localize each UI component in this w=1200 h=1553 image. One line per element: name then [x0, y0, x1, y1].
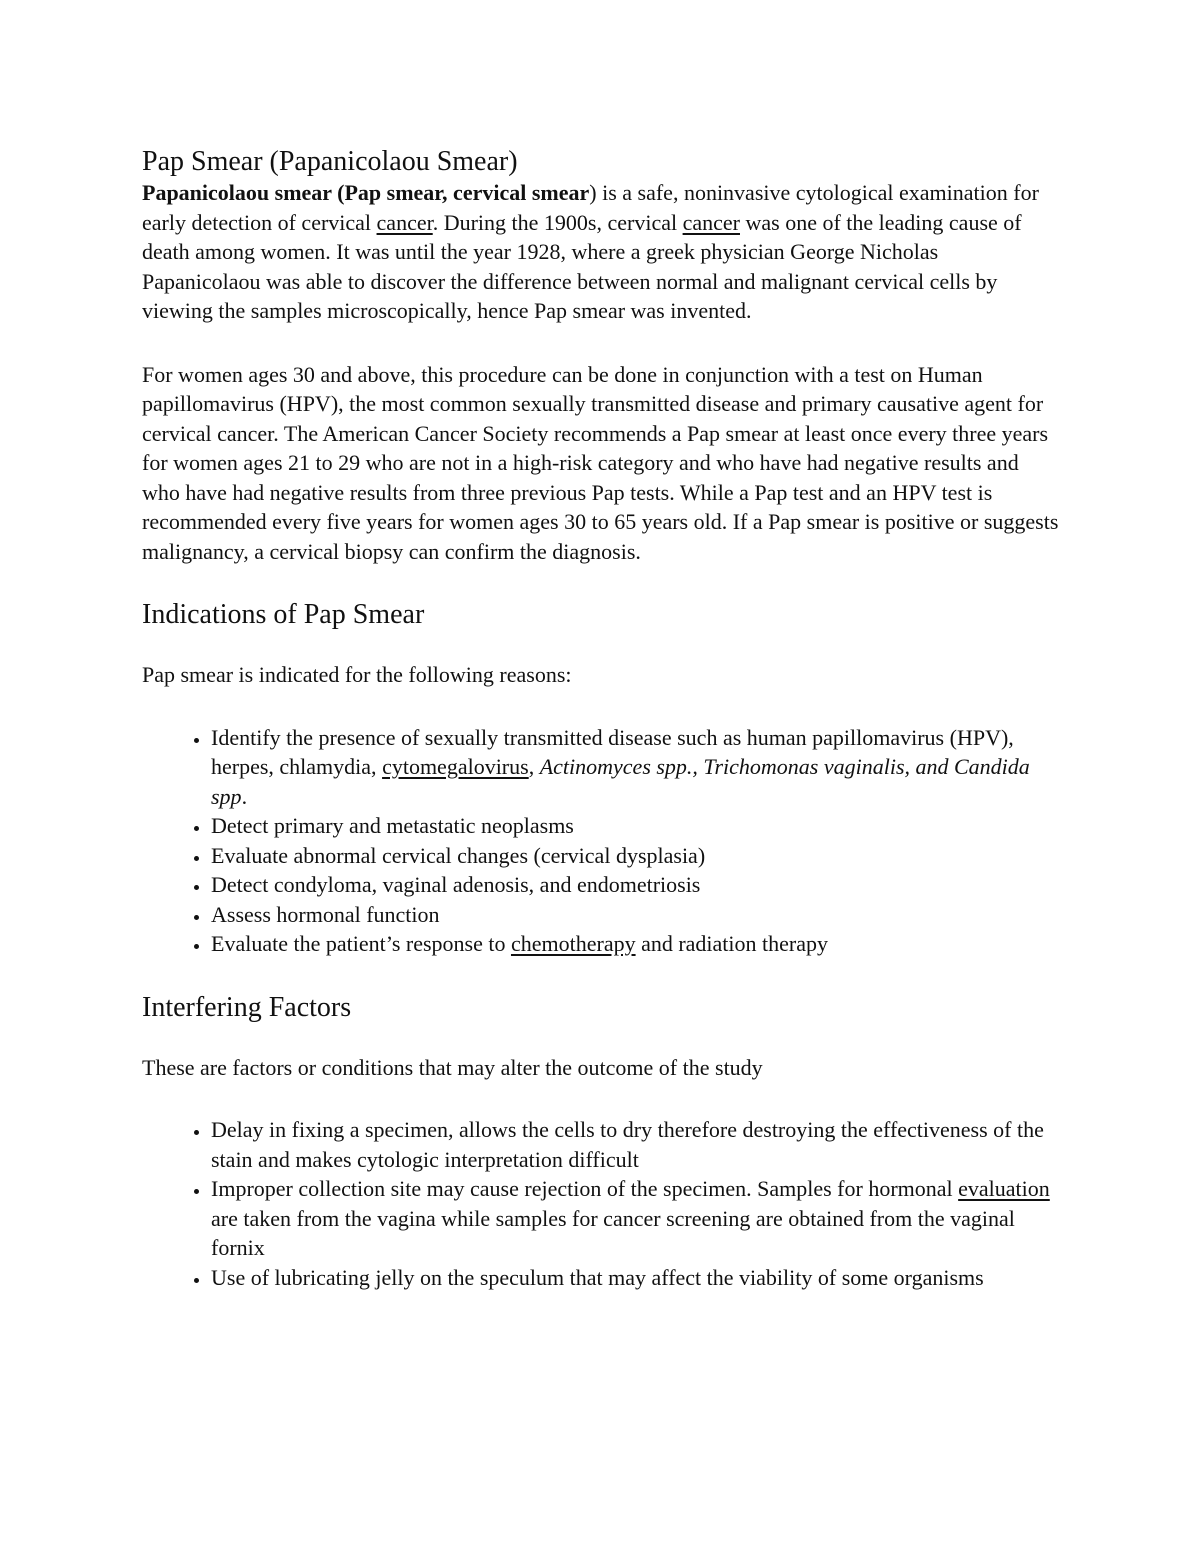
list-item: • Delay in fixing a specimen, allows the cells to dry therefore destroying the effectiveness of the stain and makes cytologic interpretation difficult: [211, 1115, 1062, 1174]
link-evaluation[interactable]: evaluation: [958, 1176, 1050, 1201]
interfering-2-end: are taken from the vagina while samples for cancer screening are obtained from the vaginal fornix: [211, 1205, 1015, 1260]
list-item: • Evaluate abnormal cervical changes (cervical dysplasia): [211, 841, 1062, 871]
link-cancer-1[interactable]: cancer: [376, 209, 433, 235]
indication-1-end: .: [241, 783, 248, 809]
intro-text-1: ) is a safe, noninvasive cytological examination for early detection of cervical: [142, 180, 1039, 235]
link-cancer-2[interactable]: cancer: [682, 209, 740, 235]
list-item: • Assess hormonal function: [211, 900, 1062, 930]
indications-list: [142, 723, 1062, 959]
list-item: • Detect primary and metastatic neoplasms: [211, 811, 1062, 841]
document-content: [142, 146, 1062, 1292]
intro-paragraph: [142, 178, 1062, 326]
interfering-list: [142, 1115, 1062, 1292]
link-cytomegalovirus[interactable]: cytomegalovirus: [382, 754, 529, 779]
link-chemotherapy[interactable]: chemotherapy: [510, 931, 636, 956]
list-item: • Use of lubricating jelly on the speculum that may affect the viability of some organisms: [211, 1263, 1062, 1293]
list-item: • Detect condyloma, vaginal adenosis, and endometriosis: [211, 870, 1062, 900]
indications-lead: Pap smear is indicated for the following reasons:: [142, 662, 572, 687]
interfering-lead: These are factors or conditions that may alter the outcome of the study: [142, 1054, 763, 1080]
indication-6-end: and radiation therapy: [635, 931, 829, 956]
list-item: [211, 1174, 1062, 1263]
indication-1-italic: Actinomyces spp., Trichomonas vaginalis, and Candida spp: [211, 754, 1030, 809]
intro-bold-lead: Papanicolaou smear (Pap smear, cervical smear: [142, 180, 590, 205]
hpv-paragraph: For women ages 30 and above, this procedure can be done in conjunction with a test on Human papillomavirus (HPV), the most common sexually transmitted disease and primary causative agent for cervical cancer. The American Cancer Society recommends a Pap smear at least once every three years for women ages 21 to 29 who are not in a high-risk category and who have had negative results and who have had negative results from three previous Pap tests. While a Pap test and an HPV test is recommended every five years for women ages 30 to 65 years old. If a Pap smear is positive or suggests malignancy, a cervical biopsy can confirm the diagnosis.: [142, 361, 1059, 564]
list-item: [211, 723, 1062, 812]
indications-heading: Indications of Pap Smear: [142, 599, 425, 630]
intro-text-3: was one of the leading cause of death among women. It was until the year 1928, where a greek physician George Nicholas Papanicolaou was able to discover the difference between normal and malignant cervical cells by viewing the samples microscopically, hence Pap smear was invented.: [142, 209, 1022, 323]
indication-1-sep: ,: [528, 754, 540, 779]
list-item: [211, 929, 1062, 959]
intro-text-2: . During the 1900s, cervical: [432, 209, 683, 235]
page-title: Pap Smear (Papanicolaou Smear): [142, 146, 518, 177]
indication-1-text: Identify the presence of sexually transmitted disease such as human papillomavirus (HPV), herpes, chlamydia,: [211, 724, 1014, 779]
interfering-2-text: Improper collection site may cause rejection of the specimen. Samples for hormonal: [211, 1176, 959, 1201]
interfering-heading: Interfering Factors: [142, 991, 352, 1023]
indication-6-text: Evaluate the patient’s response to: [211, 931, 511, 956]
